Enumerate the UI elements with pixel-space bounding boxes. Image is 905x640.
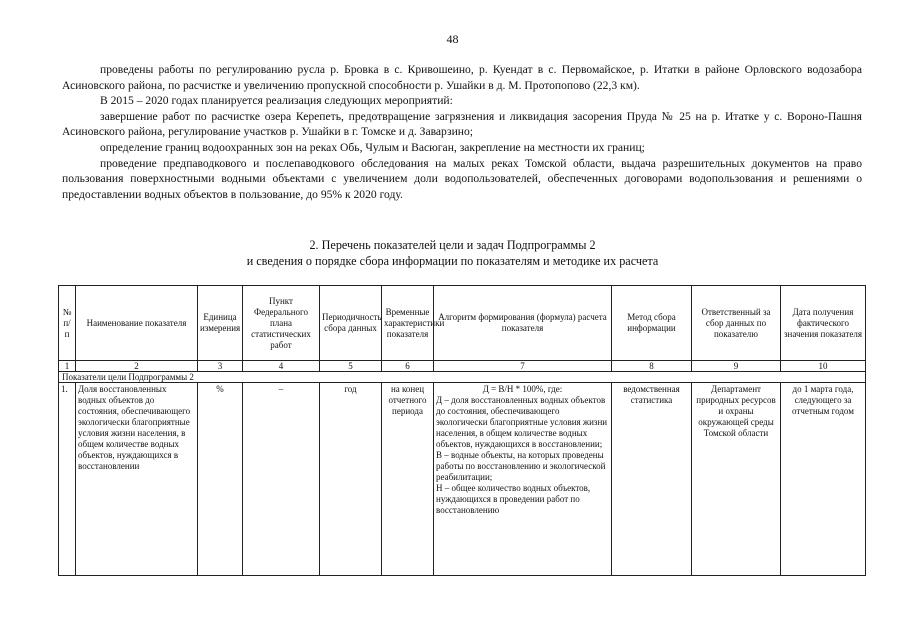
page-number: 48: [446, 32, 459, 46]
unit: %: [198, 383, 243, 576]
date-received: до 1 марта года, следующего за отчетным годом: [781, 383, 866, 576]
column-number: 6: [382, 361, 434, 372]
column-number: 5: [320, 361, 382, 372]
column-number: 7: [434, 361, 612, 372]
group-label: Показатели цели Подпрограммы 2: [59, 372, 866, 383]
formula: Д = В/Н * 100%, где:: [482, 384, 563, 394]
algorithm: [434, 383, 612, 576]
table-row: [59, 383, 866, 576]
indicators-table: [58, 285, 866, 576]
column-number: 3: [198, 361, 243, 372]
responsible: Департамент природных ресурсов и охраны окружающей среды Томской области: [692, 383, 781, 576]
header-row: [59, 286, 866, 361]
column-number: 2: [76, 361, 198, 372]
algorithm-line: В – водные объекты, на которых проведены работы по восстановлению и экологической реабилитации;: [436, 450, 606, 482]
paragraph: завершение работ по расчистке озера Керепеть, предотвращение загрязнения и ликвидация засорения Пруда № 25 на р. Итатке у с. Вороно-Пашня Асиновского района, регулирование участков р. Ушайки в г. Томске и д. Заварзино;: [62, 109, 862, 139]
algorithm-line: Н – общее количество водных объектов, нуждающихся в проведении работ по восстановлению: [436, 483, 591, 515]
column-number-row: [59, 361, 866, 372]
column-number: 10: [781, 361, 866, 372]
header-cell: Периодичность сбора данных: [320, 286, 382, 361]
header-cell: № п/п: [59, 286, 76, 361]
column-number: 8: [612, 361, 692, 372]
paragraph: проведены работы по регулированию русла р. Бровка в с. Кривошеино, р. Куендат в с. Первомайское, р. Итатки в районе Орловского водозабора Асиновского района, по расчистке и увеличению пропускной способности р. Ушайки в д. М. Протопопово (22,3 км).: [62, 63, 862, 92]
time-characteristic: на конец отчетного периода: [382, 383, 434, 576]
header-cell: Дата получения фактического значения показателя: [781, 286, 866, 361]
section-title-line: и сведения о порядке сбора информации по показателям и методике их расчета: [246, 253, 659, 268]
header-cell: Алгоритм формирования (формула) расчета показателя: [434, 286, 612, 361]
body-text: [62, 62, 862, 202]
periodicity: год: [320, 383, 382, 576]
indicator-name: Доля восстановленных водных объектов до состояния, обеспечивающего экологически благоприятные условия жизни населения, в общем количестве водных объектов, нуждающихся в восстановлении: [76, 383, 198, 576]
header-cell: Единица измерения: [198, 286, 243, 361]
header-cell: Пункт Федерального плана статистических работ: [243, 286, 320, 361]
paragraph: определение границ водоохранных зон на реках Обь, Чулым и Васюган, закрепление на местности их границ;: [100, 140, 645, 154]
column-number: 4: [243, 361, 320, 372]
header-cell: Временные характеристики показателя: [382, 286, 434, 361]
row-number: 1.: [59, 383, 76, 576]
paragraph: В 2015 – 2020 годах планируется реализация следующих мероприятий:: [100, 94, 453, 108]
fed-plan-item: –: [243, 383, 320, 576]
algorithm-line: Д – доля восстановленных водных объектов до состояния, обеспечивающего экологически благоприятные условия жизни населения, в общем количестве водных объектов, нуждающихся в восстановлении;: [436, 395, 608, 449]
header-cell: Метод сбора информации: [612, 286, 692, 361]
section-title-line: 2. Перечень показателей цели и задач Подпрограммы 2: [309, 238, 596, 252]
paragraph: проведение предпаводкового и послепаводкового обследования на малых реках Томской области, выдача разрешительных документов на право пользования поверхностными водными объектами с увеличением доли водопользователей, обеспеченных договорами водопользования и решениями о предоставлении водных объектов в пользование, до 95% к 2020 году.: [62, 156, 862, 201]
header-cell: Наименование показателя: [76, 286, 198, 361]
section-title: [0, 238, 905, 269]
header-cell: Ответственный за сбор данных по показателю: [692, 286, 781, 361]
column-number: 9: [692, 361, 781, 372]
group-row: [59, 372, 866, 383]
column-number: 1: [59, 361, 76, 372]
collection-method: ведомственная статистика: [612, 383, 692, 576]
